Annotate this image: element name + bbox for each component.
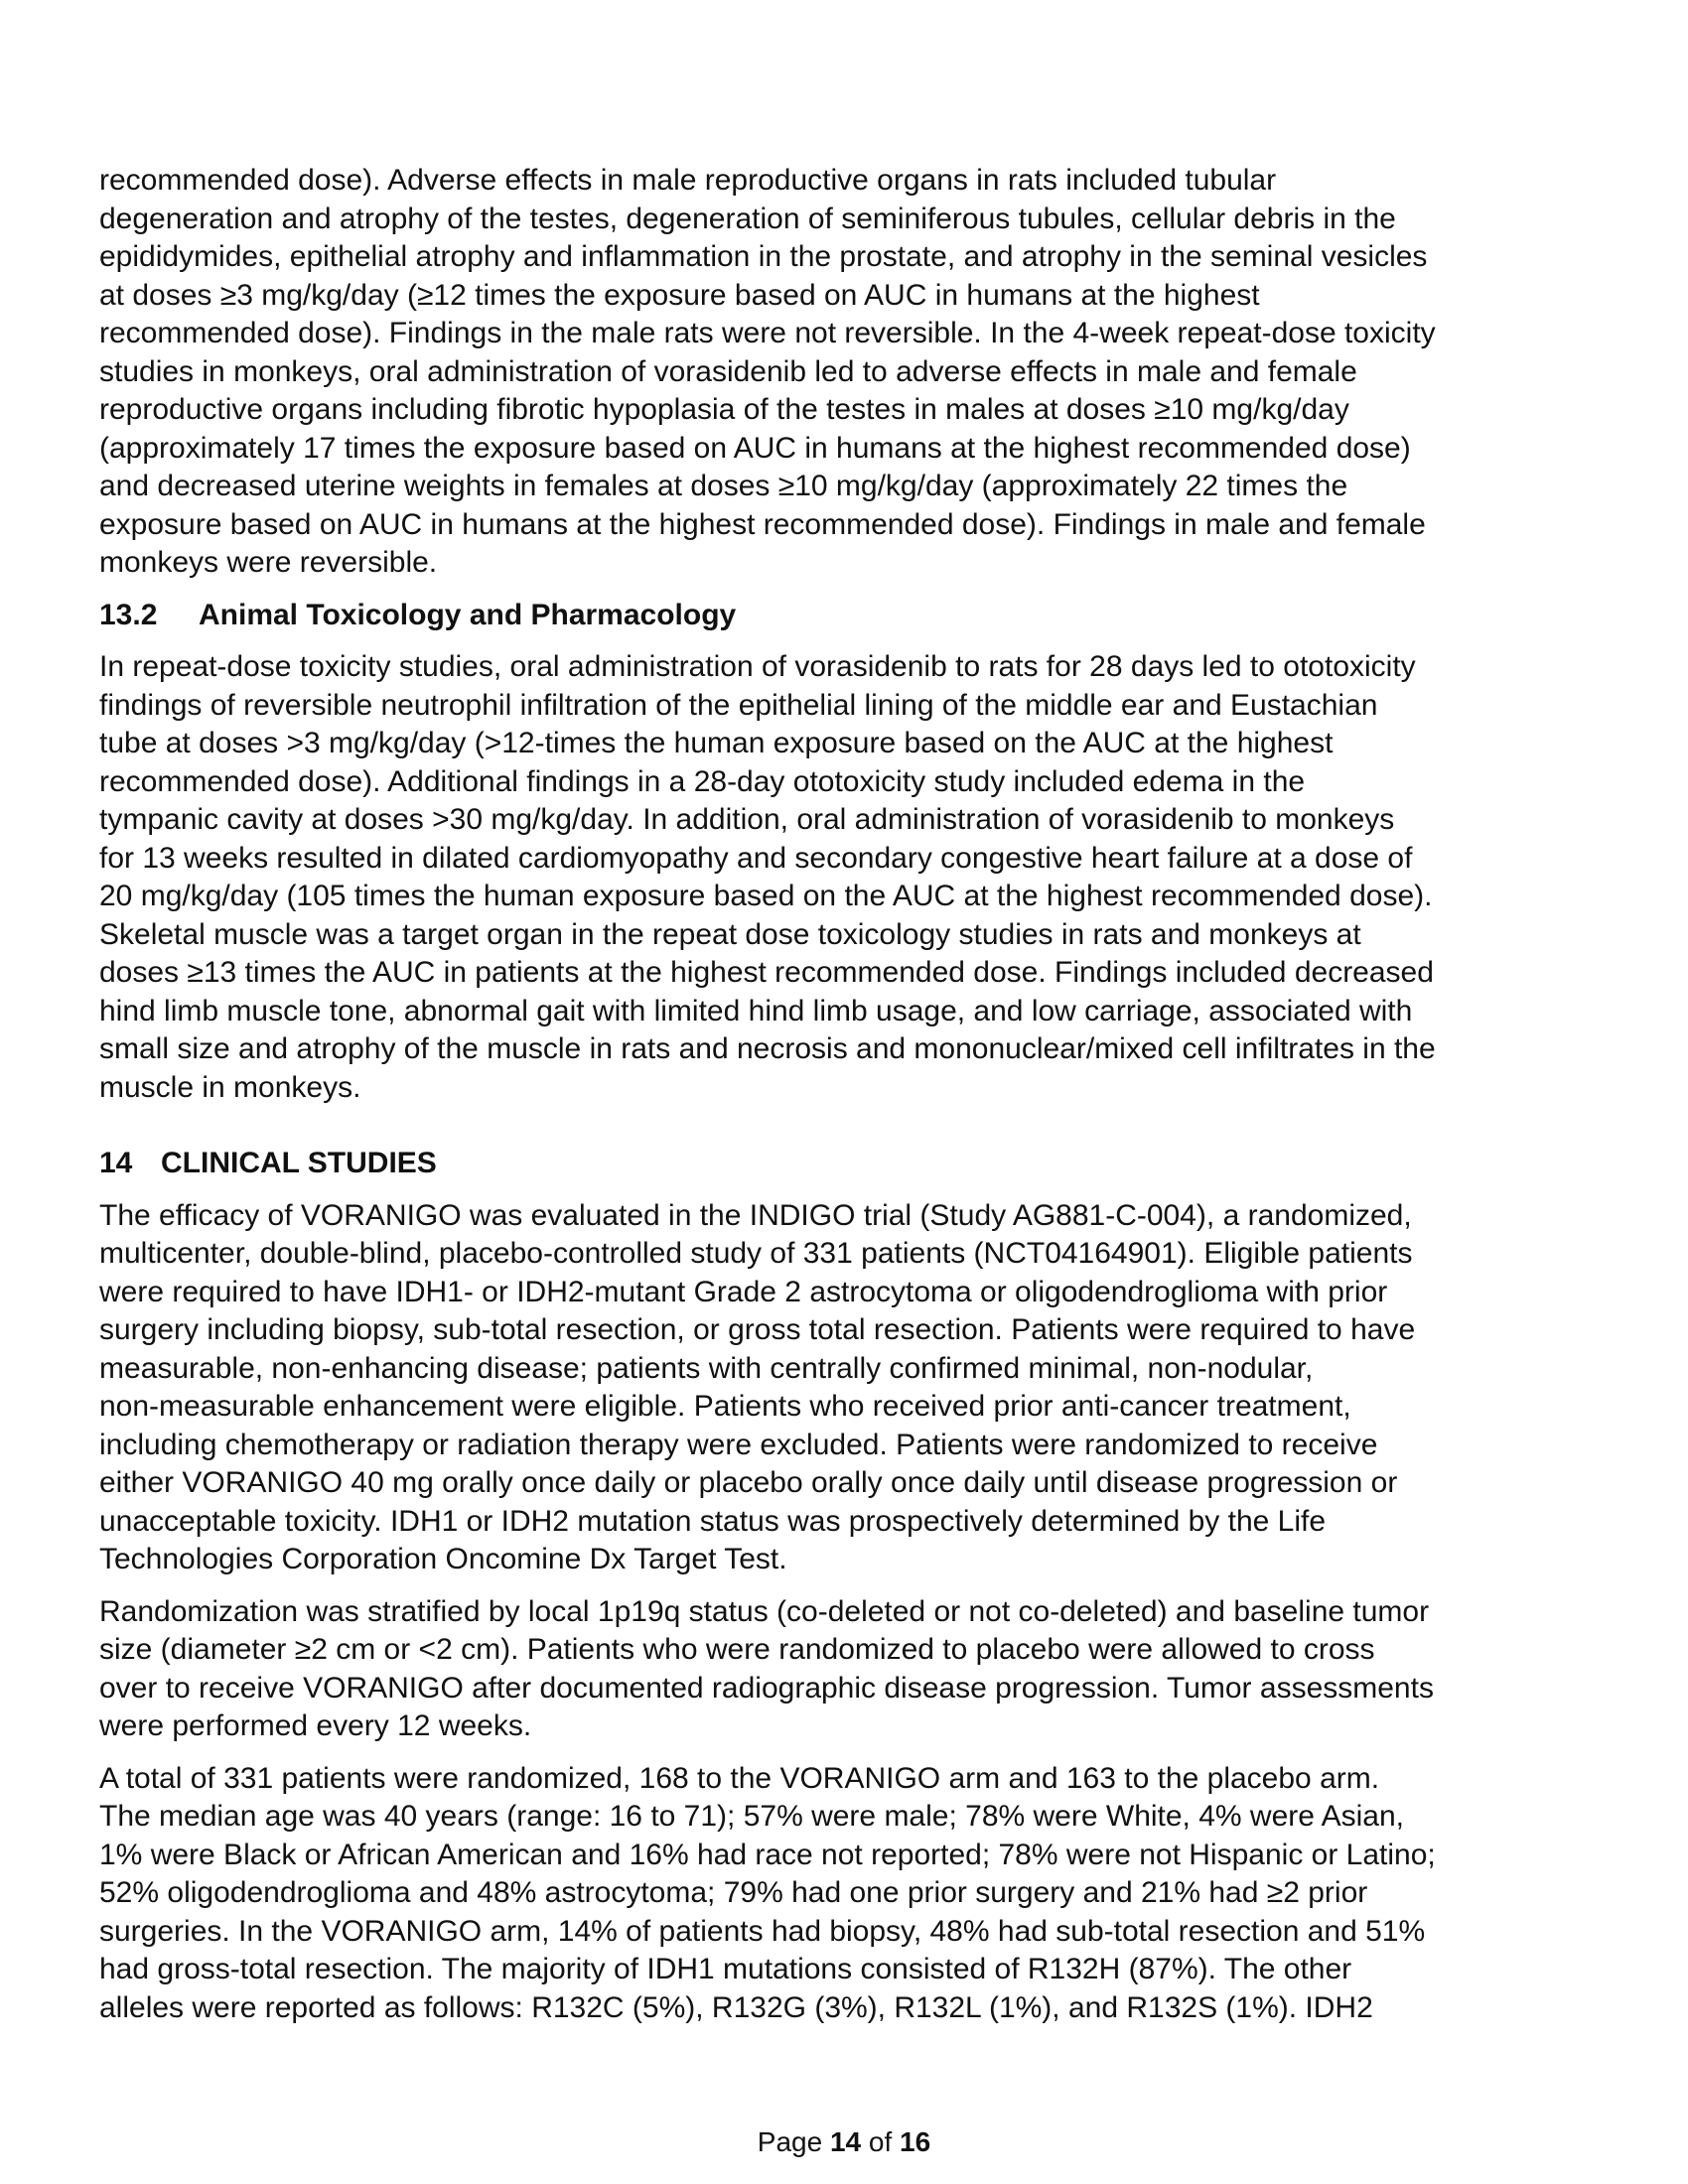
text-line: A total of 331 patients were randomized, 168 to the VORANIGO arm and 163 to the placebo arm. (99, 1761, 1380, 1795)
text-line: had gross-total resection. The majority of IDH1 mutations consisted of R132H (87%). The other (99, 1953, 1352, 1985)
text-line: monkeys were reversible. (99, 546, 438, 579)
text-line: unacceptable toxicity. IDH1 or IDH2 mutation status was prospectively determined by the Life (99, 1504, 1327, 1538)
text-line: studies in monkeys, oral administration of vorasidenib led to adverse effects in male and female (99, 354, 1357, 388)
text-line: 20 mg/kg/day (105 times the human exposure based on the AUC at the highest recommended dose). (99, 880, 1433, 912)
text-line: recommended dose). Adverse effects in male reproductive organs in rats included tubular (99, 164, 1277, 197)
text-line: Technologies Corporation Oncomine Dx Target Test. (99, 1543, 787, 1575)
text-line: degeneration and atrophy of the testes, degeneration of seminiferous tubules, cellular debris in the (99, 202, 1396, 235)
text-line: 52% oligodendroglioma and 48% astrocytoma; 79% had one prior surgery and 21% had ≥2 prior (99, 1876, 1368, 1909)
text-line: recommended dose). Additional findings in a 28-day ototoxicity study included edema in the (99, 764, 1306, 798)
section-heading-13-2 (99, 597, 1599, 635)
text-line: and decreased uterine weights in females at doses ≥10 mg/kg/day (approximately 22 times the (99, 470, 1348, 502)
text-line: doses ≥13 times the AUC in patients at the highest recommended dose. Findings included decreased (99, 956, 1434, 989)
text-line: epididymides, epithelial atrophy and inflammation in the prostate, and atrophy in the seminal vesicles (99, 240, 1428, 273)
text-line: tympanic cavity at doses >30 mg/kg/day. In addition, oral administration of vorasidenib to monkeys (99, 803, 1395, 836)
document-body (99, 162, 1599, 2041)
text-line: for 13 weeks resulted in dilated cardiomyopathy and secondary congestive heart failure at a dose of (99, 841, 1413, 875)
text-line: Skeletal muscle was a target organ in the repeat dose toxicology studies in rats and monkeys at (99, 917, 1361, 951)
text-line: were required to have IDH1- or IDH2-mutant Grade 2 astrocytoma or oligodendroglioma with prior (99, 1275, 1388, 1308)
text-line: recommended dose). Findings in the male rats were not reversible. In the 4-week repeat-dose toxicity (99, 317, 1436, 349)
section-number: 13.2 (99, 598, 158, 631)
text-line: exposure based on AUC in humans at the highest recommended dose). Findings in male and female (99, 507, 1426, 541)
paragraph-reproductive-toxicity (99, 162, 1599, 583)
text-line: size (diameter ≥2 cm or <2 cm). Patients who were randomized to placebo were allowed to cross (99, 1633, 1375, 1666)
text-line: tube at doses >3 mg/kg/day (>12-times the human exposure based on the AUC at the highest (99, 727, 1334, 759)
section-heading-14 (99, 1145, 1599, 1183)
text-line: reproductive organs including fibrotic hypoplasia of the testes in males at doses ≥10 mg/kg/day (99, 393, 1349, 426)
text-line: The median age was 40 years (range: 16 to 71); 57% were male; 78% were White, 4% were Asian, (99, 1800, 1405, 1833)
text-line: The efficacy of VORANIGO was evaluated in the INDIGO trial (Study AG881-C-004), a randomized, (99, 1198, 1412, 1232)
text-line: (approximately 17 times the exposure based on AUC in humans at the highest recommended dose) (99, 431, 1411, 465)
text-line: findings of reversible neutrophil infiltration of the epithelial lining of the middle ear and Eustachian (99, 688, 1378, 722)
paragraph-study-design (99, 1197, 1599, 1579)
text-line: small size and atrophy of the muscle in rats and necrosis and mononuclear/mixed cell infiltrates in the (99, 1032, 1436, 1065)
total-page-count: 16 (900, 2126, 931, 2157)
text-line: surgeries. In the VORANIGO arm, 14% of patients had biopsy, 48% had sub-total resection and 51% (99, 1914, 1426, 1948)
text-line: alleles were reported as follows: R132C (5%), R132G (3%), R132L (1%), and R132S (1%). IDH2 (99, 1990, 1373, 2024)
text-line: either VORANIGO 40 mg orally once daily or placebo orally once daily until disease progression or (99, 1466, 1398, 1499)
section-title: CLINICAL STUDIES (161, 1147, 437, 1179)
paragraph-demographics (99, 1760, 1599, 2028)
text-line: surgery including biopsy, sub-total resection, or gross total resection. Patients were required to have (99, 1313, 1416, 1346)
text-line: were performed every 12 weeks. (99, 1709, 532, 1742)
current-page-number: 14 (829, 2126, 862, 2157)
page-label: Page (757, 2126, 823, 2157)
text-line: measurable, non-enhancing disease; patients with centrally confirmed minimal, non-nodular, (99, 1351, 1314, 1385)
text-line: In repeat-dose toxicity studies, oral administration of vorasidenib to rats for 28 days led to ototoxicity (99, 650, 1416, 683)
text-line: hind limb muscle tone, abnormal gait with limited hind limb usage, and low carriage, associated with (99, 994, 1413, 1027)
text-line: including chemotherapy or radiation therapy were excluded. Patients were randomized to receive (99, 1428, 1378, 1461)
paragraph-animal-toxicology (99, 648, 1599, 1107)
paragraph-randomization (99, 1593, 1599, 1746)
text-line: at doses ≥3 mg/kg/day (≥12 times the exposure based on AUC in humans at the highest (99, 278, 1260, 312)
page-of-label: of (868, 2126, 893, 2157)
text-line: Randomization was stratified by local 1p19q status (co-deleted or not co-deleted) and baseline tumor (99, 1594, 1430, 1628)
section-number: 14 (99, 1147, 133, 1179)
page-footer (0, 2125, 1688, 2159)
text-line: 1% were Black or African American and 16% had race not reported; 78% were not Hispanic or Latino; (99, 1838, 1436, 1871)
section-title: Animal Toxicology and Pharmacology (199, 598, 737, 631)
text-line: non-measurable enhancement were eligible. Patients who received prior anti-cancer treatment, (99, 1390, 1351, 1423)
text-line: over to receive VORANIGO after documented radiographic disease progression. Tumor assessments (99, 1671, 1434, 1705)
text-line: multicenter, double-blind, placebo-controlled study of 331 patients (NCT04164901). Eligible patients (99, 1237, 1413, 1270)
text-line: muscle in monkeys. (99, 1070, 361, 1104)
